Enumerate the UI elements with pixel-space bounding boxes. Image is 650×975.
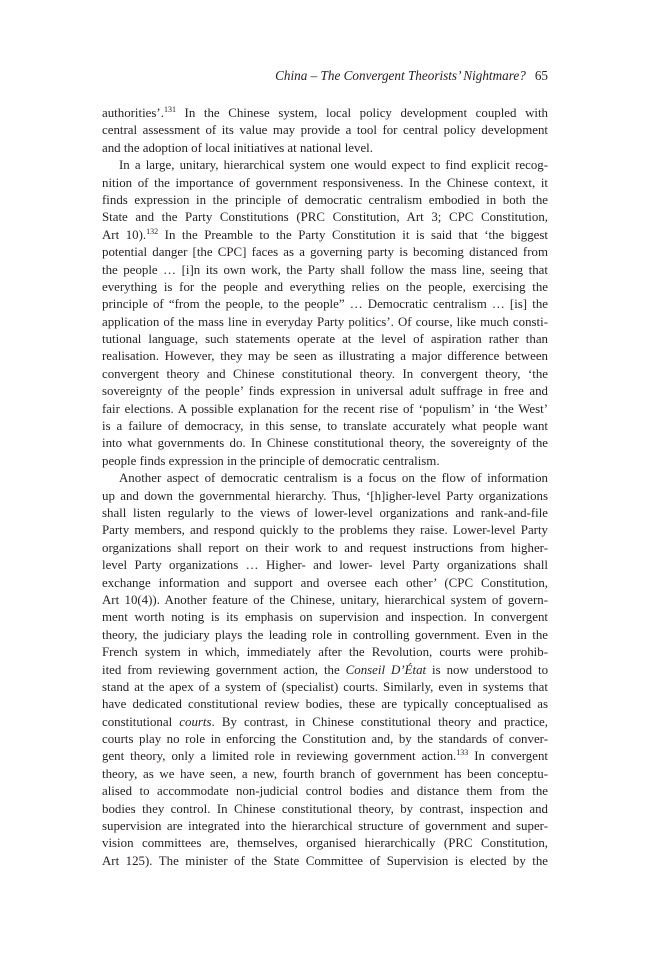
text-line: have dedicated constitutional review bodies, these are typically conceptualised as xyxy=(102,697,548,712)
text-line: up and down the governmental hierarchy. Thus, ‘[h]igher-level Party organizations xyxy=(102,488,548,503)
text-line: Another aspect of democratic centralism is a focus on the flow of information xyxy=(119,471,548,486)
text-line: nition of the importance of government responsiveness. In the Chinese context, it xyxy=(102,175,548,190)
text-line: French system in which, immediately after the Revolution, courts were prohib- xyxy=(102,645,548,660)
text-line: organizations shall report on their work to and request instructions from higher- xyxy=(102,540,548,555)
footnote-ref: 133 xyxy=(456,748,469,758)
text-line: into what governments do. In Chinese constitutional theory, the sovereignty of the xyxy=(102,436,548,451)
text-line: authorities’.$^{131}$ In the Chinese system, local policy development coupled with xyxy=(102,105,548,120)
text-line: shall listen regularly to the views of lower-level organizations and rank-and-file xyxy=(102,505,548,520)
page-number: 65 xyxy=(534,68,548,83)
running-header xyxy=(102,67,548,85)
text-line: ment worth noting is its emphasis on supervision and inspection. In convergent xyxy=(102,610,548,625)
text-line: and the adoption of local initiatives at national level. xyxy=(102,140,373,155)
text-line: alised to accommodate non-judicial control bodies and distance them from the xyxy=(102,784,548,799)
text-line: Art 10).$^{132}$ In the Preamble to the Party Constitution it is said that ‘the biggest xyxy=(102,226,548,242)
text-line: people finds expression in the principle of democratic centralism. xyxy=(102,453,440,468)
text-line: Art 10(4)). Another feature of the Chinese, unitary, hierarchical system of govern- xyxy=(102,592,548,607)
text-line: tutional language, such statements operate at the level of aspiration rather than xyxy=(102,332,548,347)
italic-text: Conseil D’État xyxy=(345,662,427,677)
text-line: constitutional courts. By contrast, in Chinese constitutional theory and practice, xyxy=(102,714,548,729)
text-line: Party members, and respond quickly to the problems they raise. Lower-level Party xyxy=(102,523,548,538)
text-line: sovereignty of the people’ finds expression in universal adult suffrage in free and xyxy=(102,384,548,399)
text-line: supervision are integrated into the hierarchical structure of government and super- xyxy=(102,819,548,834)
text-line: finds expression in the principle of democratic centralism embodied in both the xyxy=(102,192,548,207)
text-line: In a large, unitary, hierarchical system one would expect to find explicit recog- xyxy=(119,158,548,173)
paragraph xyxy=(102,157,548,470)
running-title: China – The Convergent Theorists’ Nightmare? xyxy=(275,68,526,83)
text-line: Art 125). The minister of the State Committee of Supervision is elected by the xyxy=(102,853,548,868)
text-line: theory, as we have seen, a new, fourth branch of government has been conceptu- xyxy=(102,766,548,781)
text-line: State and the Party Constitutions (PRC Constitution, Art 3; CPC Constitution, xyxy=(102,210,548,225)
footnote-ref: 131 xyxy=(163,105,176,114)
text-line: exchange information and support and oversee each other’ (CPC Constitution, xyxy=(102,575,548,590)
text-line: ited from reviewing government action, the Conseil D’État is now understood to xyxy=(102,662,549,677)
text-line: principle of “from the people, to the people” … Democratic centralism … [is] the xyxy=(102,297,548,312)
text-line: everything is for the people and everything relies on the people, exercising the xyxy=(102,279,548,294)
text-line: potential danger [the CPC] faces as a governing party is becoming distanced from xyxy=(102,245,548,260)
paragraph xyxy=(102,470,548,870)
italic-text: courts xyxy=(179,714,212,729)
footnote-ref: 132 xyxy=(146,226,159,236)
text-line: stand at the apex of a system of (specialist) courts. Similarly, even in systems that xyxy=(102,679,548,694)
text-line: application of the mass line in everyday Party politics’. Of course, like much consti- xyxy=(102,314,548,329)
text-line: gent theory, only a limited role in reviewing government action.$^{133}$ In convergent xyxy=(102,748,549,764)
text-line: courts play no role in enforcing the Constitution and, by the standards of conver- xyxy=(102,732,548,747)
text-line: is a failure of democracy, in this sense, to translate accurately what people want xyxy=(102,419,548,434)
text-line: convergent theory and Chinese constitutional theory. In convergent theory, ‘the xyxy=(102,366,548,381)
text-line: central assessment of its value may provide a tool for central policy development xyxy=(102,123,548,138)
text-line: fair elections. A possible explanation for the recent rise of ‘populism’ in ‘the West’ xyxy=(102,401,548,416)
text-line: level Party organizations … Higher- and lower- level Party organizations shall xyxy=(102,558,548,573)
text-line: bodies they control. In Chinese constitutional theory, by contrast, inspection and xyxy=(102,801,548,816)
body-text xyxy=(102,105,548,870)
text-line: vision committees are, themselves, organised hierarchically (PRC Constitution, xyxy=(102,836,548,851)
text-line: theory, the judiciary plays the leading role in controlling government. Even in the xyxy=(102,627,548,642)
paragraph xyxy=(102,105,548,157)
text-line: realisation. However, they may be seen as illustrating a major difference between xyxy=(102,349,548,364)
text-line: the people … [i]n its own work, the Party shall follow the mass line, seeing that xyxy=(102,262,548,277)
